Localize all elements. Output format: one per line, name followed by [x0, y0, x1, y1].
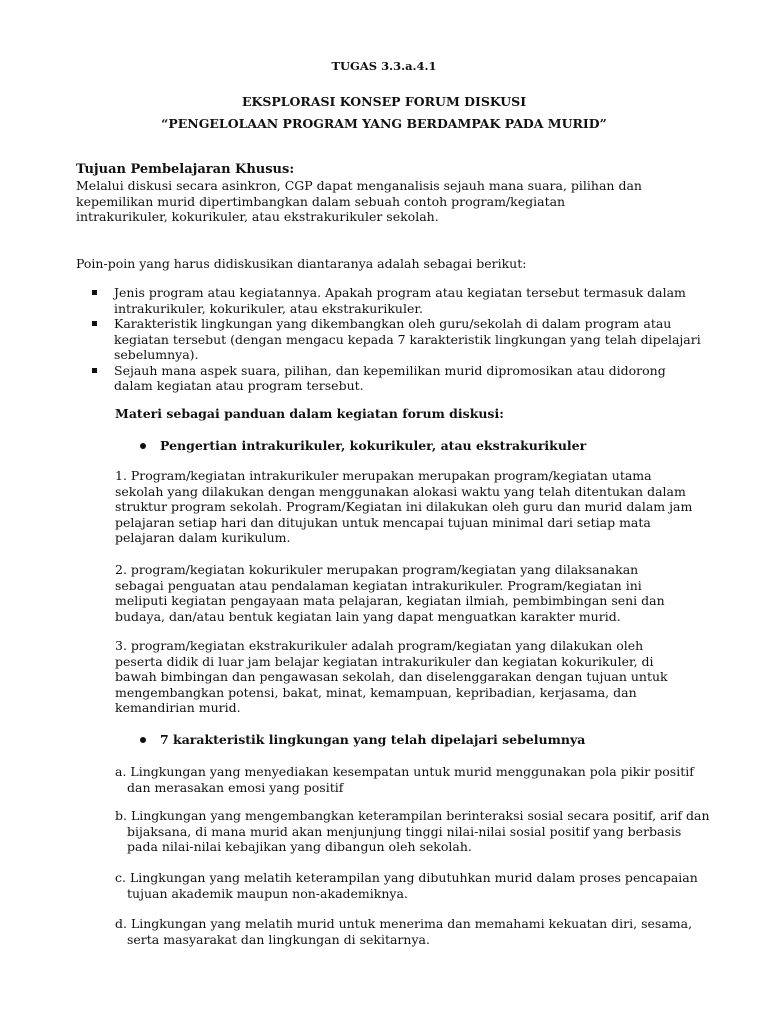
paragraph-line: 3. program/kegiatan ekstrakurikuler adalah program/kegiatan yang dilakukan oleh — [115, 638, 644, 653]
list-item-c — [115, 870, 715, 901]
bullet-square-icon — [92, 368, 97, 373]
assignment-code: TUGAS 3.3.a.4.1 — [331, 59, 437, 73]
paragraph-line: kemandirian murid. — [115, 700, 241, 715]
list-item-b — [115, 808, 715, 855]
list-item-d — [115, 916, 715, 947]
bullet-dot-icon — [140, 443, 146, 449]
list-item-line: Karakteristik lingkungan yang dikembangkan oleh guru/sekolah di dalam program atau — [114, 316, 672, 331]
objective-line: Melalui diskusi secara asinkron, CGP dapat menganalisis sejauh mana suara, pilihan dan — [76, 178, 642, 193]
paragraph-line: struktur program sekolah. Program/Kegiatan ini dilakukan oleh guru dan murid dalam jam — [115, 499, 693, 514]
list-item-line: bijaksana, di mana murid akan menjunjung tinggi nilai-nilai sosial positif yang berbasis — [127, 823, 682, 839]
paragraph-line: mengembangkan potensi, bakat, minat, kemampuan, kepribadian, kerjasama, dan — [115, 684, 637, 700]
list-item — [90, 285, 710, 316]
list-item-line: a. Lingkungan yang menyediakan kesempatan untuk murid menggunakan pola pikir positif — [115, 764, 694, 779]
list-item — [90, 316, 710, 363]
list-item-line: c. Lingkungan yang melatih keterampilan yang dibutuhkan murid dalam proses pencapaian — [115, 870, 698, 885]
paragraph-line: 2. program/kegiatan kokurikuler merupakan program/kegiatan yang dilaksanakan — [115, 562, 639, 577]
paragraph-line: 1. Program/kegiatan intrakurikuler merupakan merupakan program/kegiatan utama — [115, 468, 652, 483]
paragraph-line: pelajaran dalam kurikulum. — [115, 530, 291, 545]
paragraph-ekstrakurikuler — [115, 638, 715, 716]
materials-heading: Materi sebagai panduan dalam kegiatan forum diskusi: — [115, 406, 504, 421]
list-item-line: sebelumnya). — [114, 347, 199, 362]
paragraph-line: sebagai penguatan atau pendalaman kegiatan intrakurikuler. Program/kegiatan ini — [115, 577, 642, 593]
subheading-text: Pengertian intrakurikuler, kokurikuler, atau ekstrakurikuler — [160, 438, 587, 453]
list-item-line: kegiatan tersebut (dengan mengacu kepada 7 karakteristik lingkungan yang telah dipelajari — [114, 331, 701, 347]
list-item-line: d. Lingkungan yang melatih murid untuk menerima dan memahami kekuatan diri, sesama, — [115, 916, 693, 931]
paragraph-line: sekolah yang dilakukan dengan menggunakan alokasi waktu yang telah ditentukan dalam — [115, 483, 686, 499]
objective-heading: Tujuan Pembelajaran Khusus: — [76, 162, 295, 177]
list-item-line: Jenis program atau kegiatannya. Apakah program atau kegiatan tersebut termasuk dalam — [114, 285, 686, 300]
list-item-line: b. Lingkungan yang mengembangkan keterampilan berinteraksi sosial secara positif, arif dan — [115, 808, 710, 823]
objective-line: intrakurikuler, kokurikuler, atau ekstrakurikuler sekolah. — [76, 209, 439, 224]
list-item-line: dan merasakan emosi yang positif — [127, 779, 344, 795]
list-item-line: Sejauh mana aspek suara, pilihan, dan kepemilikan murid dipromosikan atau didorong — [114, 362, 666, 378]
paragraph-line: pelajaran setiap hari dan ditujukan untuk mencapai tujuan minimal dari setiap mata — [115, 514, 651, 530]
discussion-points-list — [90, 285, 710, 394]
document-title: EKSPLORASI KONSEP FORUM DISKUSI — [241, 94, 527, 109]
paragraph-line: budaya, dan/atau bentuk kegiatan lain yang dapat menguatkan karakter murid. — [115, 608, 621, 624]
bullet-square-icon — [92, 321, 97, 326]
bullet-dot-icon — [140, 737, 146, 743]
list-item — [90, 363, 710, 394]
list-item-line: tujuan akademik maupun non-akademiknya. — [127, 885, 408, 901]
list-item-line: intrakurikuler, kokurikuler, atau ekstrakurikuler. — [114, 300, 423, 316]
bullet-square-icon — [92, 290, 97, 295]
objective-text — [76, 178, 716, 225]
discussion-points-intro: Poin-poin yang harus didiskusikan diantaranya adalah sebagai berikut: — [76, 256, 527, 271]
list-item-a — [115, 764, 715, 795]
document-subtitle: “PENGELOLAAN PROGRAM YANG BERDAMPAK PADA MURID” — [161, 116, 607, 131]
paragraph-intrakurikuler — [115, 468, 715, 546]
paragraph-line: bawah bimbingan dan pengawasan sekolah, dan diselenggarakan dengan tujuan untuk — [115, 669, 668, 684]
paragraph-kokurikuler — [115, 562, 715, 624]
list-item-line: pada nilai-nilai kebajikan yang dibangun oleh sekolah. — [127, 839, 472, 854]
objective-line: kepemilikan murid dipertimbangkan dalam sebuah contoh program/kegiatan — [76, 193, 566, 209]
subheading-text: 7 karakteristik lingkungan yang telah dipelajari sebelumnya — [160, 732, 586, 747]
list-item-line: dalam kegiatan atau program tersebut. — [114, 378, 364, 393]
paragraph-line: peserta didik di luar jam belajar kegiatan intrakurikuler dan kegiatan kokurikuler, di — [115, 653, 654, 669]
list-item-line: serta masyarakat dan lingkungan di sekitarnya. — [127, 931, 430, 947]
paragraph-line: meliputi kegiatan pengayaan mata pelajaran, kegiatan ilmiah, pembimbingan seni dan — [115, 593, 665, 608]
